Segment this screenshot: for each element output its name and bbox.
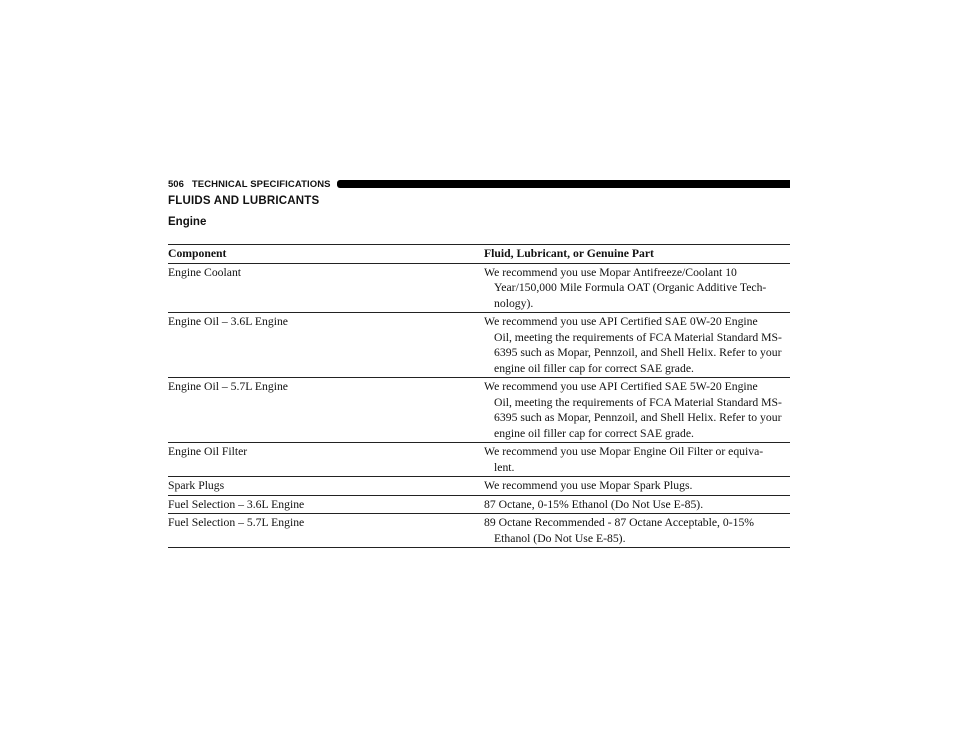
cell-fluid-continuation: Oil, meeting the requirements of FCA Material Standard MS-6395 such as Mopar, Pennzoil, and Shell Helix. Refer to your engine oil filler cap for correct SAE grade. <box>494 395 782 440</box>
cell-component: Fuel Selection – 3.6L Engine <box>168 495 484 514</box>
fluids-table <box>168 244 790 548</box>
cell-fluid <box>484 378 790 443</box>
cell-fluid-continuation: Year/150,000 Mile Formula OAT (Organic Additive Tech-nology). <box>494 281 767 310</box>
table-row <box>168 313 790 378</box>
table-row <box>168 378 790 443</box>
cell-component: Engine Oil Filter <box>168 443 484 477</box>
sub-heading: Engine <box>168 216 207 228</box>
cell-fluid <box>484 514 790 548</box>
cell-component: Spark Plugs <box>168 477 484 496</box>
cell-fluid-first-line: We recommend you use Mopar Spark Plugs. <box>484 479 693 492</box>
cell-fluid <box>484 313 790 378</box>
cell-fluid-first-line: We recommend you use API Certified SAE 5W-20 Engine <box>484 380 758 393</box>
cell-fluid <box>484 477 790 496</box>
section-title: TECHNICAL SPECIFICATIONS <box>191 178 331 190</box>
cell-fluid-continuation: Oil, meeting the requirements of FCA Material Standard MS-6395 such as Mopar, Pennzoil, and Shell Helix. Refer to your engine oil filler cap for correct SAE grade. <box>494 330 782 375</box>
column-header-fluid: Fluid, Lubricant, or Genuine Part <box>484 245 790 264</box>
cell-fluid-first-line: We recommend you use Mopar Engine Oil Filter or equiva- <box>484 445 764 458</box>
cell-fluid <box>484 443 790 477</box>
cell-fluid <box>484 263 790 313</box>
table-row <box>168 263 790 313</box>
table-row <box>168 443 790 477</box>
cell-component: Engine Oil – 3.6L Engine <box>168 313 484 378</box>
table-row <box>168 477 790 496</box>
cell-component: Engine Coolant <box>168 263 484 313</box>
table-header-row <box>168 245 790 264</box>
cell-fluid-continuation: lent. <box>494 460 515 474</box>
cell-fluid-first-line: We recommend you use Mopar Antifreeze/Coolant 10 <box>484 265 737 279</box>
cell-component: Fuel Selection – 5.7L Engine <box>168 514 484 548</box>
cell-fluid <box>484 495 790 514</box>
page-number: 506 <box>168 178 184 190</box>
cell-fluid-first-line: 87 Octane, 0-15% Ethanol (Do Not Use E-85). <box>484 497 704 511</box>
main-heading: FLUIDS AND LUBRICANTS <box>168 195 320 207</box>
column-header-component: Component <box>168 245 484 264</box>
header-rule <box>337 180 790 188</box>
cell-fluid-first-line: 89 Octane Recommended - 87 Octane Acceptable, 0-15% <box>484 516 755 529</box>
page-header <box>168 178 790 190</box>
cell-fluid-first-line: We recommend you use API Certified SAE 0W-20 Engine <box>484 315 758 328</box>
table-row <box>168 514 790 548</box>
table-row <box>168 495 790 514</box>
cell-fluid-continuation: Ethanol (Do Not Use E-85). <box>494 531 626 545</box>
cell-component: Engine Oil – 5.7L Engine <box>168 378 484 443</box>
